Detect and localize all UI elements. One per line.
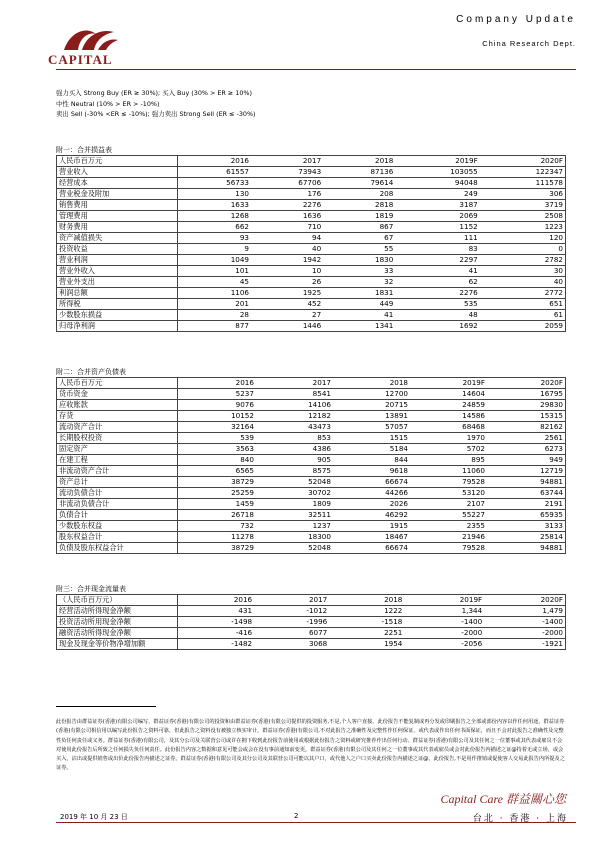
cell-value: 30 (480, 266, 566, 277)
rating-line: 强力买入 Strong Buy (ER ≥ 30%); 买入 Buy (30% > ER ≥ 10%) (56, 89, 252, 97)
cell-value: 249 (395, 189, 479, 200)
cell-value: 87136 (323, 167, 395, 178)
row-label: 营业收入 (57, 167, 178, 178)
cell-value: 40 (480, 277, 566, 288)
cell-value: -1996 (254, 617, 329, 628)
cell-value: 57057 (333, 422, 410, 433)
cell-value: 68468 (410, 422, 487, 433)
table-row (57, 310, 566, 321)
disclaimer-text: 此份报告由群益证券(香港)有限公司编写，群益证券(香港)有限公司的投资和由群益证券(香港)有限公司提供的投资服务,不是,个人客户直接。此份报告不能复制或再分发或印刷报告之全部或部份内容以作任何用途。群益证券(香港)有限公司相信用以编写此份报告之资料可靠，但此报告之资料没有被独立核实审计，群益证券(香港)有限公司,不对此报告之准确性及完整性作任何保证，或代表或作出任何书面保证，而且不会对此报告之准确性及完整性负任何责任或义务。群益证券(香港)有限公司，及其分公司及关联营公司或许在拥下收到此份报告前使用或根据此份报告之资料或研究推荐作出任何行动。群益证券(香港)有限公司及其任何之一位董事或其代表或雇员不会对使用此份报告后所致之任何损失负任何责任。此份报告内容之数据和意见可能会或会在没有事前通知前变更。群益证券(香港)有限公司及其任何之一位董事或其代表或雇员或会对此份报告内描述之证@持着无或立场，或会买入，沽出或提供销售或出价此份报告内描述之证券。群益证券(香港)有限公司及其分公司及其联营公司可能以其户口，或代他人之户口买卖此份报告内描述之证@。此份报告,不是用作推销或促使客人交易此报告内所提及之证券。 (56, 719, 565, 772)
cell-value: 306 (480, 189, 566, 200)
table-row (57, 628, 566, 639)
cell-value: 732 (178, 521, 256, 532)
cell-value: 79614 (323, 178, 395, 189)
cell-value: 122347 (480, 167, 566, 178)
table-header-row (57, 156, 566, 167)
cell-value: 2016 (178, 156, 252, 167)
cell-value: 25259 (178, 488, 256, 499)
table-row (57, 606, 566, 617)
cell-value: 2355 (410, 521, 487, 532)
cell-value: 38729 (178, 477, 256, 488)
table-row (57, 178, 566, 189)
cell-value: 5184 (333, 444, 410, 455)
table-row (57, 277, 566, 288)
cell-value: 101 (178, 266, 252, 277)
row-label: 负债合计 (57, 510, 178, 521)
cell-value: 16795 (487, 389, 566, 400)
cell-value: 94881 (487, 477, 566, 488)
cell-value: 52048 (256, 477, 333, 488)
row-label: 资产减值损失 (57, 233, 178, 244)
cell-value: 2019F (410, 378, 487, 389)
table-row (57, 400, 566, 411)
row-label: 流动负债合计 (57, 488, 178, 499)
cell-value: 176 (251, 189, 323, 200)
cell-value: 949 (487, 455, 566, 466)
cashflow-table (56, 594, 566, 650)
row-label: 固定资产 (57, 444, 178, 455)
cell-value: 2276 (251, 200, 323, 211)
row-label: 营业税金及附加 (57, 189, 178, 200)
cell-value: 38729 (178, 543, 256, 554)
cell-value: 1152 (395, 222, 479, 233)
dept-name: China Research Dept. (482, 39, 576, 48)
cell-value: 25814 (487, 532, 566, 543)
cell-value: 111 (395, 233, 479, 244)
table-row (57, 299, 566, 310)
cell-value: 452 (251, 299, 323, 310)
footnote-divider (56, 706, 156, 707)
table-row (57, 321, 566, 332)
income-statement (56, 145, 566, 332)
cell-value: 651 (480, 299, 566, 310)
cell-value: 208 (323, 189, 395, 200)
table-row (57, 510, 566, 521)
cell-value: 120 (480, 233, 566, 244)
row-label: 非流动负债合计 (57, 499, 178, 510)
table-row (57, 488, 566, 499)
cell-value: 62 (395, 277, 479, 288)
cell-value: 1223 (480, 222, 566, 233)
table-row (57, 444, 566, 455)
rating-line: 中性 Neutral (10% > ER > -10%) (56, 99, 160, 108)
row-label: （人民币百万元） (57, 595, 178, 606)
cell-value: 11060 (410, 466, 487, 477)
cell-value: 1636 (251, 211, 323, 222)
table-row (57, 222, 566, 233)
cell-value: 2107 (410, 499, 487, 510)
cell-value: 66674 (333, 477, 410, 488)
cell-value: 905 (256, 455, 333, 466)
cell-value: 2020F (484, 595, 565, 606)
cell-value: 6077 (254, 628, 329, 639)
cell-value: 3133 (487, 521, 566, 532)
cell-value: -1498 (178, 617, 255, 628)
cell-value: 9 (178, 244, 252, 255)
row-label: 现金及现金等价物净增加额 (57, 639, 178, 650)
cell-value: 67706 (251, 178, 323, 189)
cell-value: 2069 (395, 211, 479, 222)
cell-value: 1237 (256, 521, 333, 532)
cell-value: 1831 (323, 288, 395, 299)
cell-value: 21946 (410, 532, 487, 543)
row-label: 货币资金 (57, 389, 178, 400)
table-row (57, 433, 566, 444)
cell-value: 1049 (178, 255, 252, 266)
cell-value: 61557 (178, 167, 252, 178)
row-label: 存货 (57, 411, 178, 422)
cell-value: 2191 (487, 499, 566, 510)
cell-value: 61 (480, 310, 566, 321)
cell-value: 2017 (251, 156, 323, 167)
cell-value: 52048 (256, 543, 333, 554)
cell-value: 3187 (395, 200, 479, 211)
cell-value: 9618 (333, 466, 410, 477)
cell-value: 111578 (480, 178, 566, 189)
row-label: 营业利润 (57, 255, 178, 266)
row-label: 股东权益合计 (57, 532, 178, 543)
table-row (57, 189, 566, 200)
table-row (57, 266, 566, 277)
table-row (57, 532, 566, 543)
cell-value: 94881 (487, 543, 566, 554)
cell-value: -1921 (484, 639, 565, 650)
cell-value: 12700 (333, 389, 410, 400)
cell-value: 26718 (178, 510, 256, 521)
cell-value: 40 (251, 244, 323, 255)
cell-value: 56733 (178, 178, 252, 189)
table-row (57, 543, 566, 554)
row-label: 利润总额 (57, 288, 178, 299)
cell-value: 1106 (178, 288, 252, 299)
logo-text: CAPITAL (48, 52, 113, 67)
cell-value: 103055 (395, 167, 479, 178)
cell-value: 94048 (395, 178, 479, 189)
cell-value: 12719 (487, 466, 566, 477)
cell-value: 431 (178, 606, 255, 617)
cell-value: 1,479 (484, 606, 565, 617)
row-label: 经营成本 (57, 178, 178, 189)
cell-value: 1925 (251, 288, 323, 299)
row-label: 经营活动所得现金净额 (57, 606, 178, 617)
cell-value: -1012 (254, 606, 329, 617)
cell-value: 0 (480, 244, 566, 255)
cell-value: 877 (178, 321, 252, 332)
cell-value: 10152 (178, 411, 256, 422)
cell-value: 2020F (487, 378, 566, 389)
cell-value: 29830 (487, 400, 566, 411)
row-label: 融资活动所得现金净额 (57, 628, 178, 639)
cell-value: 710 (251, 222, 323, 233)
table-header-row (57, 378, 566, 389)
cell-value: 1268 (178, 211, 252, 222)
cell-value: 41 (323, 310, 395, 321)
cell-value: 1809 (256, 499, 333, 510)
cell-value: 33 (323, 266, 395, 277)
cell-value: 1915 (333, 521, 410, 532)
table-row (57, 455, 566, 466)
cell-value: 2508 (480, 211, 566, 222)
page-number: 2 (294, 812, 299, 820)
cell-value: 2019F (395, 156, 479, 167)
row-label: 流动资产合计 (57, 422, 178, 433)
section-title: 附二：合并资产负债表 (56, 368, 126, 376)
cell-value: 5702 (410, 444, 487, 455)
header-divider (56, 69, 576, 70)
table-row (57, 477, 566, 488)
cell-value: 14604 (410, 389, 487, 400)
cell-value: 43473 (256, 422, 333, 433)
cell-value: 2017 (256, 378, 333, 389)
table-row (57, 422, 566, 433)
cell-value: -2000 (484, 628, 565, 639)
cell-value: -2000 (404, 628, 484, 639)
cell-value: 93 (178, 233, 252, 244)
income-table (56, 155, 566, 332)
rating-line: 卖出 Sell (-30% <ER ≤ -10%); 强力卖出 Strong Sell (ER ≤ -30%) (56, 110, 256, 118)
cell-value: 83 (395, 244, 479, 255)
table-row (57, 211, 566, 222)
table-row (57, 200, 566, 211)
cell-value: 9076 (178, 400, 256, 411)
cell-value: 1830 (323, 255, 395, 266)
cell-value: 8541 (256, 389, 333, 400)
table-row (57, 521, 566, 532)
table-row (57, 233, 566, 244)
cell-value: 1222 (329, 606, 404, 617)
cell-value: 12182 (256, 411, 333, 422)
cell-value: 11278 (178, 532, 256, 543)
cell-value: 2251 (329, 628, 404, 639)
cell-value: 28 (178, 310, 252, 321)
table-row (57, 639, 566, 650)
row-label: 营业外收入 (57, 266, 178, 277)
cell-value: 32511 (256, 510, 333, 521)
cell-value: 6273 (487, 444, 566, 455)
office-cities: 台北 · 香港 · 上海 (472, 814, 568, 824)
cell-value: 1633 (178, 200, 252, 211)
cell-value: 2772 (480, 288, 566, 299)
cell-value: 32164 (178, 422, 256, 433)
report-date: 2019 年 10 月 23 日 (60, 813, 128, 821)
cell-value: 5237 (178, 389, 256, 400)
row-label: 人民币百万元 (57, 156, 178, 167)
row-label: 销售费用 (57, 200, 178, 211)
table-header-row (57, 595, 566, 606)
row-label: 人民币百万元 (57, 378, 178, 389)
cell-value: 63744 (487, 488, 566, 499)
cell-value: 1341 (323, 321, 395, 332)
cell-value: 867 (323, 222, 395, 233)
cell-value: 2297 (395, 255, 479, 266)
cell-value: 2818 (323, 200, 395, 211)
cell-value: 32 (323, 277, 395, 288)
rating-legend (56, 88, 256, 120)
cell-value: 2016 (178, 595, 255, 606)
row-label: 应收账款 (57, 400, 178, 411)
row-label: 资产总计 (57, 477, 178, 488)
row-label: 少数股东损益 (57, 310, 178, 321)
cell-value: 27 (251, 310, 323, 321)
cell-value: 2276 (395, 288, 479, 299)
cashflow-statement (56, 584, 566, 650)
table-row (57, 255, 566, 266)
cell-value: 6565 (178, 466, 256, 477)
cell-value: 41 (395, 266, 479, 277)
cell-value: 2018 (329, 595, 404, 606)
row-label: 财务费用 (57, 222, 178, 233)
table-row (57, 389, 566, 400)
cell-value: 2018 (323, 156, 395, 167)
report-header (456, 14, 576, 48)
cell-value: 73943 (251, 167, 323, 178)
table-row (57, 167, 566, 178)
cell-value: -1400 (484, 617, 565, 628)
cell-value: -2056 (404, 639, 484, 650)
footer-divider (56, 822, 576, 823)
table-row (57, 411, 566, 422)
cell-value: 130 (178, 189, 252, 200)
cell-value: 1942 (251, 255, 323, 266)
balance-table (56, 377, 566, 554)
cell-value: 895 (410, 455, 487, 466)
cell-value: 24859 (410, 400, 487, 411)
cell-value: -1518 (329, 617, 404, 628)
table-row (57, 244, 566, 255)
cell-value: 2059 (480, 321, 566, 332)
cell-value: 3068 (254, 639, 329, 650)
cell-value: 65935 (487, 510, 566, 521)
cell-value: 26 (251, 277, 323, 288)
row-label: 所得税 (57, 299, 178, 310)
cell-value: 2026 (333, 499, 410, 510)
cell-value: 535 (395, 299, 479, 310)
cell-value: 2561 (487, 433, 566, 444)
cell-value: 4386 (256, 444, 333, 455)
cell-value: 2018 (333, 378, 410, 389)
table-row (57, 617, 566, 628)
cell-value: 1819 (323, 211, 395, 222)
balance-sheet (56, 367, 566, 554)
cell-value: 48 (395, 310, 479, 321)
cell-value: 44266 (333, 488, 410, 499)
row-label: 归母净利润 (57, 321, 178, 332)
cell-value: 2016 (178, 378, 256, 389)
cell-value: 3719 (480, 200, 566, 211)
cell-value: 55 (323, 244, 395, 255)
section-title: 附一：合并损益表 (56, 146, 112, 154)
row-label: 投资活动所用现金净额 (57, 617, 178, 628)
cell-value: 853 (256, 433, 333, 444)
cell-value: 79528 (410, 543, 487, 554)
row-label: 少数股东权益 (57, 521, 178, 532)
row-label: 投资收益 (57, 244, 178, 255)
table-row (57, 466, 566, 477)
cell-value: 539 (178, 433, 256, 444)
cell-value: 2020F (480, 156, 566, 167)
cell-value: 1,344 (404, 606, 484, 617)
cell-value: 1954 (329, 639, 404, 650)
section-title: 附三：合并现金流量表 (56, 585, 126, 593)
cell-value: -416 (178, 628, 255, 639)
cell-value: 2017 (254, 595, 329, 606)
cell-value: 94 (251, 233, 323, 244)
cell-value: 13891 (333, 411, 410, 422)
cell-value: 14106 (256, 400, 333, 411)
cell-value: 2019F (404, 595, 484, 606)
cell-value: 844 (333, 455, 410, 466)
cell-value: 18300 (256, 532, 333, 543)
report-type: Company Update (456, 14, 576, 25)
cell-value: 55227 (410, 510, 487, 521)
cell-value: 1692 (395, 321, 479, 332)
cell-value: 82162 (487, 422, 566, 433)
brand-slogan: Capital Care 群益關心您 (440, 792, 566, 806)
cell-value: 449 (323, 299, 395, 310)
cell-value: 79528 (410, 477, 487, 488)
row-label: 长期股权投资 (57, 433, 178, 444)
row-label: 负债及股东权益合计 (57, 543, 178, 554)
cell-value: 201 (178, 299, 252, 310)
cell-value: 20715 (333, 400, 410, 411)
table-row (57, 499, 566, 510)
row-label: 营业外支出 (57, 277, 178, 288)
cell-value: 15315 (487, 411, 566, 422)
row-label: 在建工程 (57, 455, 178, 466)
cell-value: 8575 (256, 466, 333, 477)
cell-value: 67 (323, 233, 395, 244)
cell-value: 1515 (333, 433, 410, 444)
cell-value: -1482 (178, 639, 255, 650)
cell-value: 66674 (333, 543, 410, 554)
cell-value: 14586 (410, 411, 487, 422)
cell-value: 46292 (333, 510, 410, 521)
row-label: 非流动资产合计 (57, 466, 178, 477)
cell-value: 840 (178, 455, 256, 466)
cell-value: 1970 (410, 433, 487, 444)
table-row (57, 288, 566, 299)
cell-value: 10 (251, 266, 323, 277)
cell-value: -1400 (404, 617, 484, 628)
cell-value: 2782 (480, 255, 566, 266)
cell-value: 30702 (256, 488, 333, 499)
cell-value: 53120 (410, 488, 487, 499)
row-label: 管理费用 (57, 211, 178, 222)
cell-value: 1459 (178, 499, 256, 510)
cell-value: 45 (178, 277, 252, 288)
cell-value: 3563 (178, 444, 256, 455)
cell-value: 662 (178, 222, 252, 233)
cell-value: 18467 (333, 532, 410, 543)
cell-value: 1446 (251, 321, 323, 332)
